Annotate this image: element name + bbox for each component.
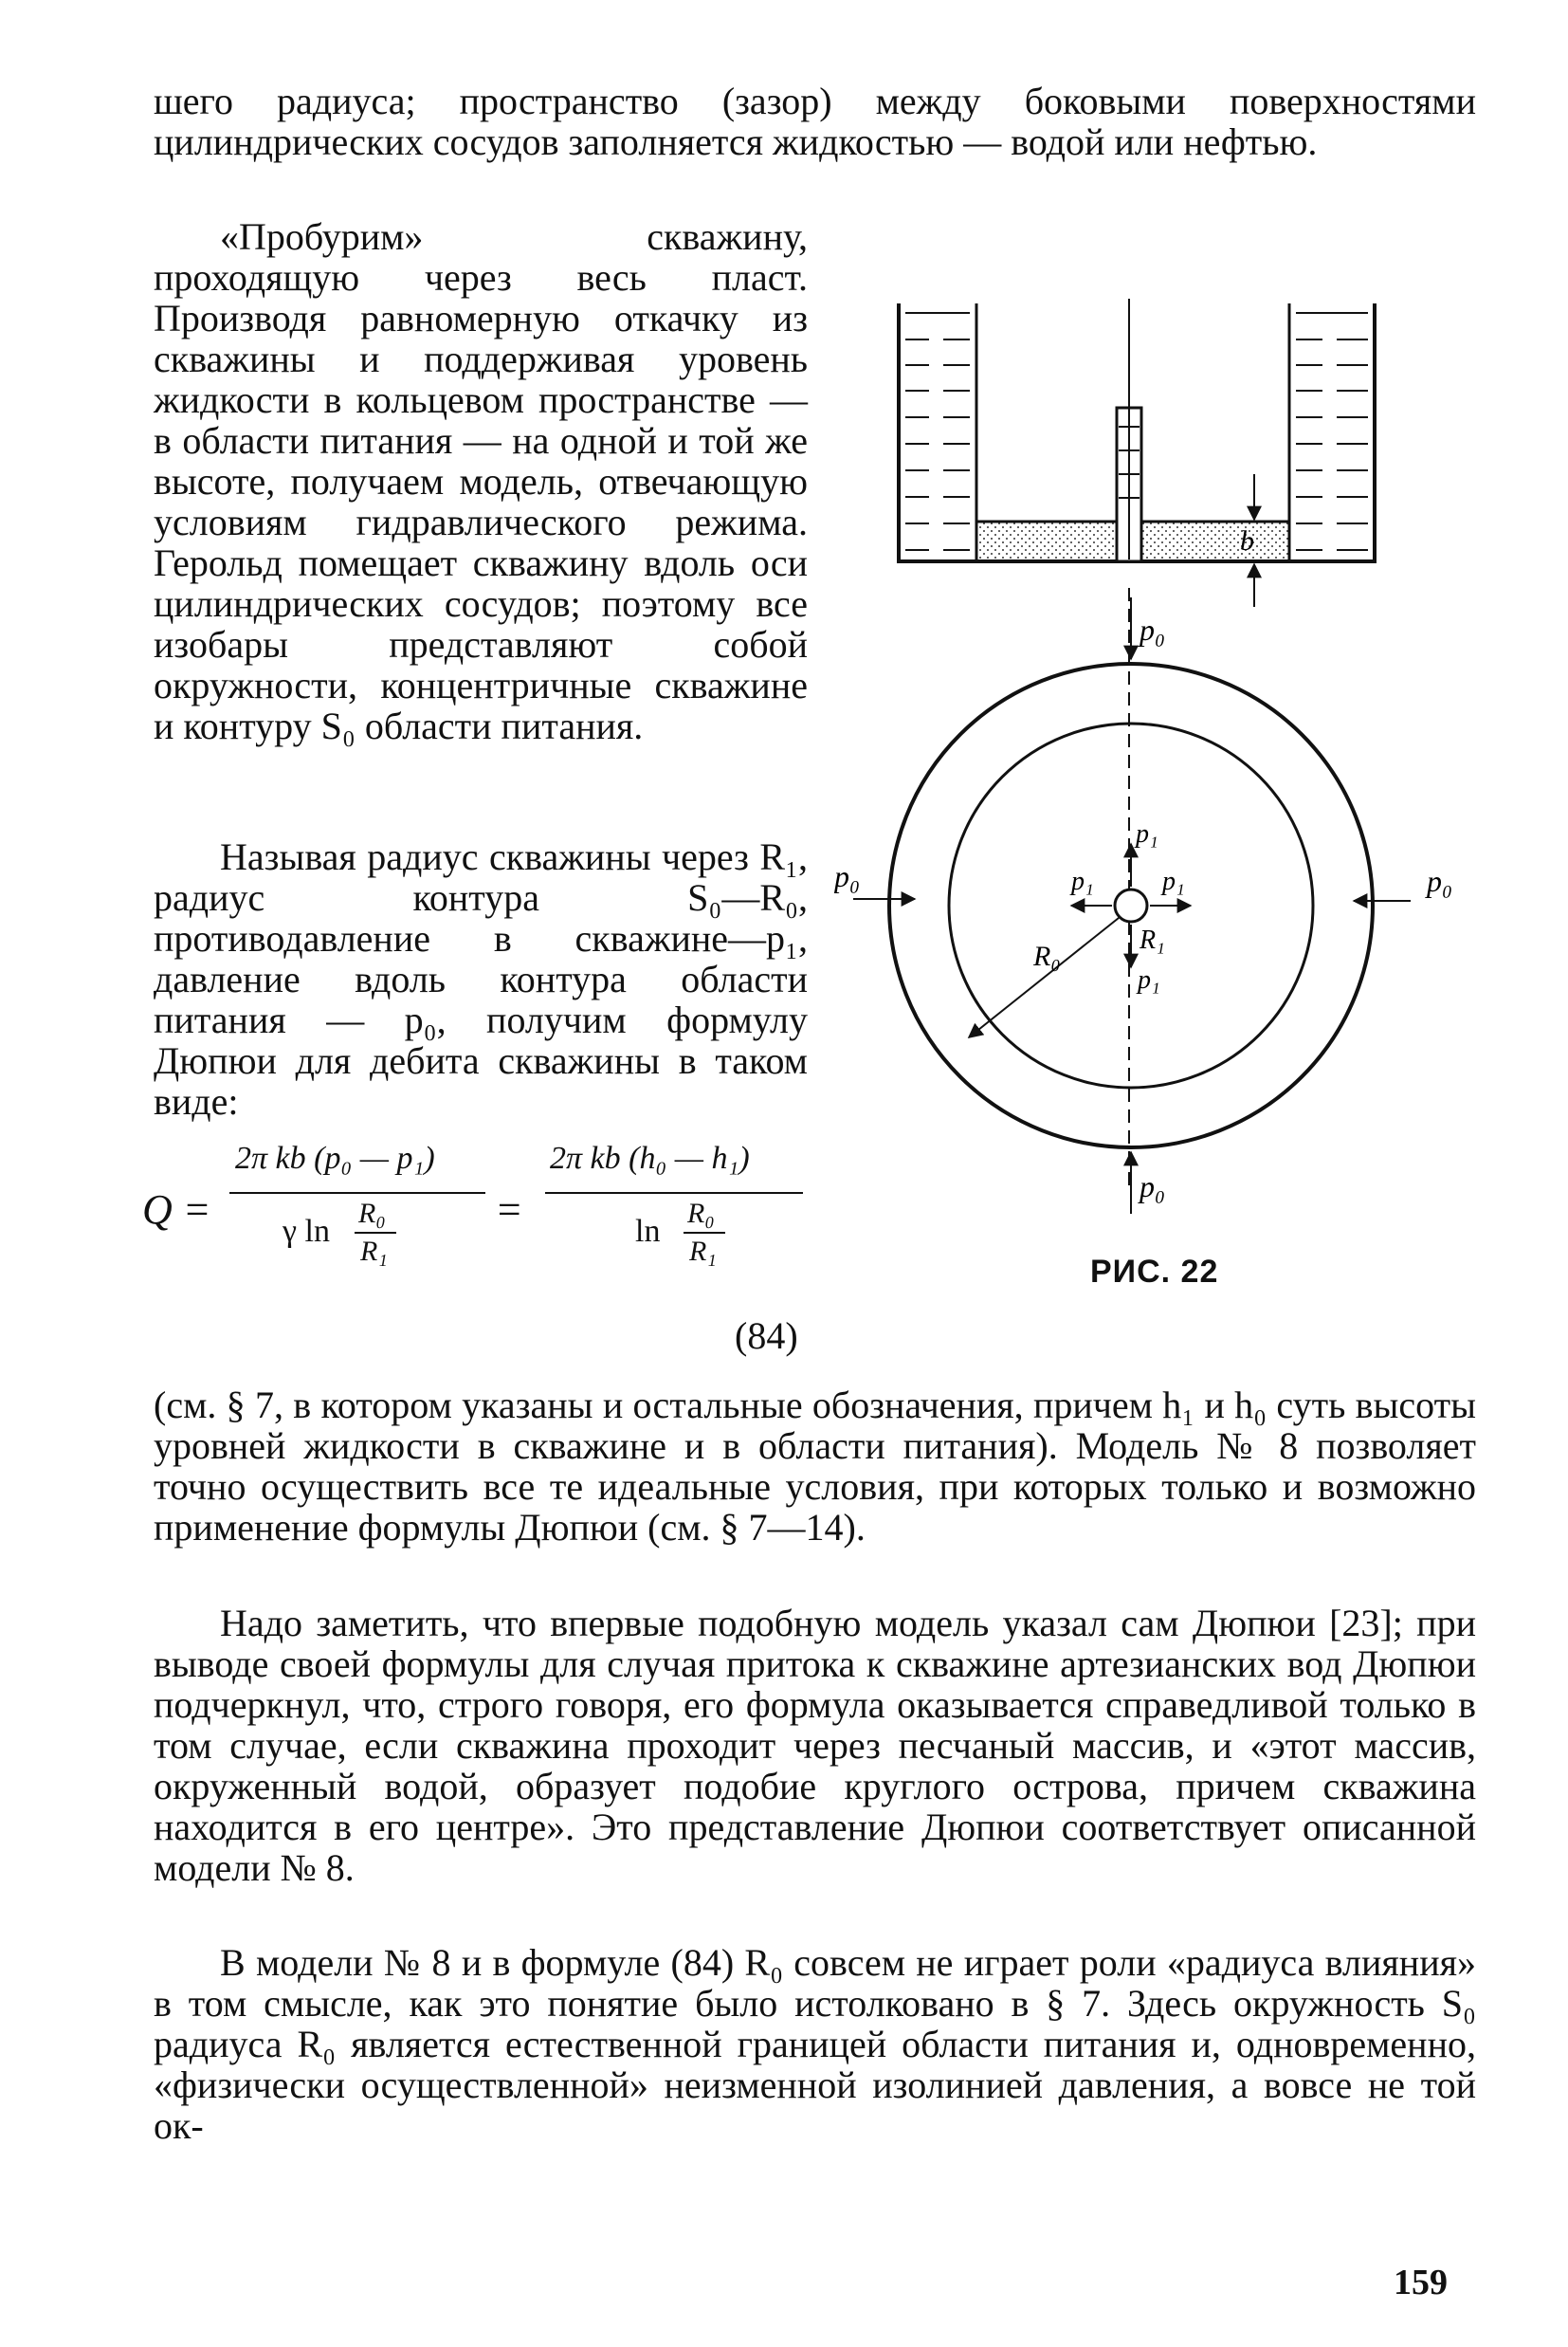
label-p1-up: p₁ bbox=[1136, 819, 1158, 849]
plan-view bbox=[834, 597, 1452, 1214]
water-right bbox=[1296, 313, 1368, 550]
figure-22 bbox=[834, 275, 1498, 1233]
label-p0-left: p₀ bbox=[834, 859, 861, 893]
paragraph-drill-well bbox=[154, 216, 808, 746]
dupuit-formula bbox=[142, 1133, 825, 1357]
label-R0: R₀ bbox=[1033, 941, 1061, 972]
label-p1-down: p₁ bbox=[1138, 965, 1160, 995]
paragraph-naming bbox=[154, 836, 808, 1122]
well-circle bbox=[1115, 889, 1147, 922]
well-pipe bbox=[1117, 299, 1141, 561]
label-b: b bbox=[1240, 525, 1254, 557]
formula-denominator-1-bottom: R₁ bbox=[360, 1236, 388, 1267]
figure-22-drawing bbox=[834, 275, 1498, 1233]
label-p0-right: p₀ bbox=[1427, 864, 1453, 898]
formula-equals: = bbox=[495, 1186, 523, 1233]
label-R1: R₁ bbox=[1140, 926, 1165, 955]
paragraph-dupuit-text: Надо заметить, что впервые подобную модель указал сам Дюпюи [23]; при выводе своей формулы для случая притока к скважине артезианских вод Дюпюи подчеркнул, что, строго говоря, его формула оказывается справедливой только в том случае, если скважина проходит через песчаный массив, и «этот массив, окруженный водой, образует подобие круглого острова, причем скважина находится в его центре». Это представление Дюпюи соответствует описанной модели № 8. bbox=[154, 1602, 1476, 1889]
formula-denominator-1-prefix: γ ln bbox=[283, 1214, 330, 1249]
paragraph-continuation: шего радиуса; пространство (зазор) между боковыми поверхностями цилиндрических сосудов заполняется жидкостью — водой или нефтью. bbox=[154, 80, 1476, 163]
figure-caption: РИС. 22 bbox=[1090, 1254, 1219, 1290]
small-fraction-bar-2 bbox=[684, 1232, 725, 1234]
formula-numerator-1: 2π kb (p₀ — p₁) bbox=[235, 1141, 435, 1176]
radius-R0 bbox=[969, 918, 1119, 1037]
paragraph-model-text: В модели № 8 и в формуле (84) R₀ совсем не играет роли «радиуса влияния» в том смысле, как это понятие было истолковано в § 7. Здесь окружность S₀ радиуса R₀ является естественной границей области питания и, одновременно, «физически осуществленной» неизменной изолинией давления, а вовсе не той ок- bbox=[154, 1941, 1476, 2147]
formula-numerator-2: 2π kb (h₀ — h₁) bbox=[550, 1141, 750, 1176]
fraction-bar-1 bbox=[229, 1192, 485, 1194]
label-p0-bottom: p₀ bbox=[1140, 1169, 1166, 1203]
fraction-bar-2 bbox=[545, 1192, 803, 1194]
paragraph-model bbox=[154, 1942, 1476, 2146]
label-p0-top: p₀ bbox=[1140, 613, 1166, 647]
formula-denominator-2-bottom: R₁ bbox=[689, 1236, 717, 1267]
formula-denominator-1-top: R₀ bbox=[358, 1198, 386, 1229]
label-p1-right: p₁ bbox=[1162, 867, 1185, 896]
paragraph-dupuit bbox=[154, 1603, 1476, 1888]
formula-denominator-2-top: R₀ bbox=[687, 1198, 715, 1229]
paragraph-naming-text: Называя радиус скважины через R₁, радиус контура S₀—R₀, противодавление в скважине—p₁, давление вдоль контура области питания — p₀, получим формулу Дюпюи для дебита скважины в таком виде: bbox=[154, 835, 808, 1123]
section-view bbox=[899, 299, 1375, 1185]
paragraph-see-section: (см. § 7, в котором указаны и остальные обозначения, причем h₁ и h₀ суть высоты уровней жидкости в скважине и в области питания). Модель № 8 позволяет точно осуществить все те идеальные условия, при которых только и возможно применение формулы Дюпюи (см. § 7—14). bbox=[154, 1384, 1476, 1549]
page-number: 159 bbox=[1394, 2263, 1448, 2302]
label-p1-left: p₁ bbox=[1071, 867, 1094, 896]
equation-number: (84) bbox=[735, 1314, 798, 1357]
paragraph-drill-well-text: «Пробурим» скважину, проходящую через весь пласт. Производя равномерную откачку из скважины и поддерживая уровень жидкости в кольцевом пространстве — в области питания — на одной и той же высоте, получаем модель, отвечающую условиям гидравлического режима. Герольд помещает скважину вдоль оси цилиндрических сосудов; поэтому все изобары представляют собой окружности, концентричные скважине и контуру S₀ области питания. bbox=[154, 215, 808, 747]
small-fraction-bar-1 bbox=[355, 1232, 396, 1234]
formula-lhs: Q = bbox=[142, 1186, 211, 1233]
water-left bbox=[905, 313, 970, 550]
formula-denominator-2-prefix: ln bbox=[635, 1214, 661, 1249]
